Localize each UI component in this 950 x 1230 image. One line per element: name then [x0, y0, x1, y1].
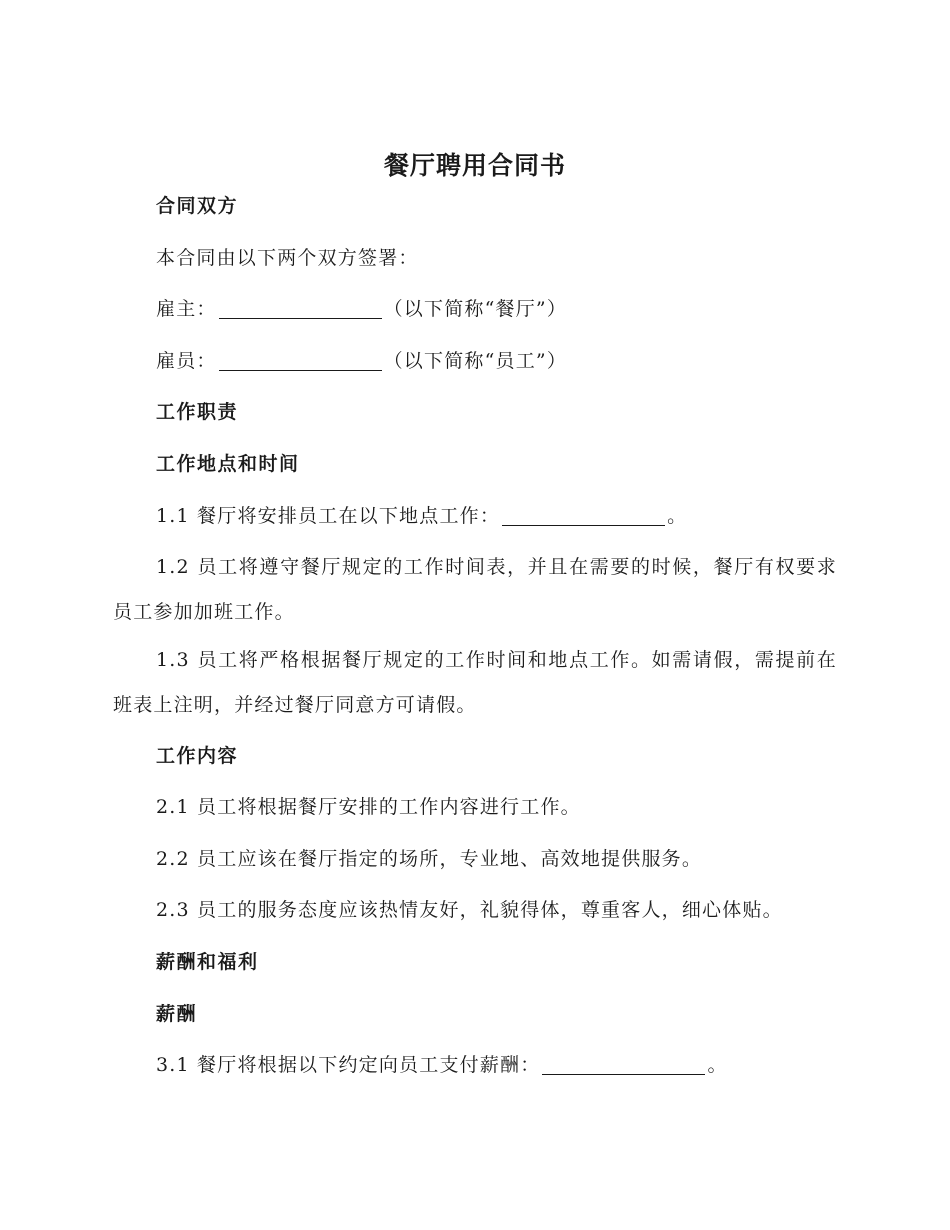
employee-suffix: （以下简称“员工”） — [383, 350, 568, 372]
document-title: 餐厅聘用合同书 — [383, 151, 566, 180]
clause-2-2: 2.2 员工应该在餐厅指定的场所，专业地、高效地提供服务。 — [156, 848, 703, 870]
clause-3-1-text: 3.1 餐厅将根据以下约定向员工支付薪酬： — [156, 1054, 541, 1076]
employee-blank — [219, 350, 382, 371]
section-heading-pay-benefits: 薪酬和福利 — [156, 951, 259, 973]
clause-1-1-end: 。 — [667, 505, 688, 527]
clause-1-1-text: 1.1 餐厅将安排员工在以下地点工作： — [156, 505, 501, 527]
section-heading-place-time: 工作地点和时间 — [156, 453, 300, 475]
clause-1-3: 1.3 员工将严格根据餐厅规定的工作时间和地点工作。如需请假，需提前在班表上注明，并经过餐厅同意方可请假。 — [113, 649, 837, 716]
parties-intro: 本合同由以下两个双方签署： — [156, 247, 419, 269]
section-heading-pay: 薪酬 — [156, 1003, 198, 1025]
section-heading-parties: 合同双方 — [156, 195, 239, 217]
clause-1-2: 1.2 员工将遵守餐厅规定的工作时间表，并且在需要的时候，餐厅有权要求员工参加加班工作。 — [113, 556, 837, 623]
employer-line — [113, 287, 837, 332]
employer-suffix: （以下简称“餐厅”） — [383, 298, 568, 320]
clause-3-1-blank — [542, 1054, 705, 1075]
clause-2-3: 2.3 员工的服务态度应该热情友好，礼貌得体，尊重客人，细心体贴。 — [156, 899, 783, 921]
section-heading-content: 工作内容 — [156, 745, 239, 767]
employer-label: 雇主： — [156, 298, 217, 320]
clause-1-1-blank — [502, 505, 665, 526]
employee-line — [113, 339, 837, 384]
section-heading-duties: 工作职责 — [156, 401, 239, 423]
clause-2-1: 2.1 员工将根据餐厅安排的工作内容进行工作。 — [156, 796, 581, 818]
clause-3-1 — [113, 1043, 837, 1088]
clause-1-1 — [113, 494, 837, 539]
employee-label: 雇员： — [156, 350, 217, 372]
employer-blank — [219, 298, 382, 319]
clause-3-1-end: 。 — [707, 1054, 728, 1076]
